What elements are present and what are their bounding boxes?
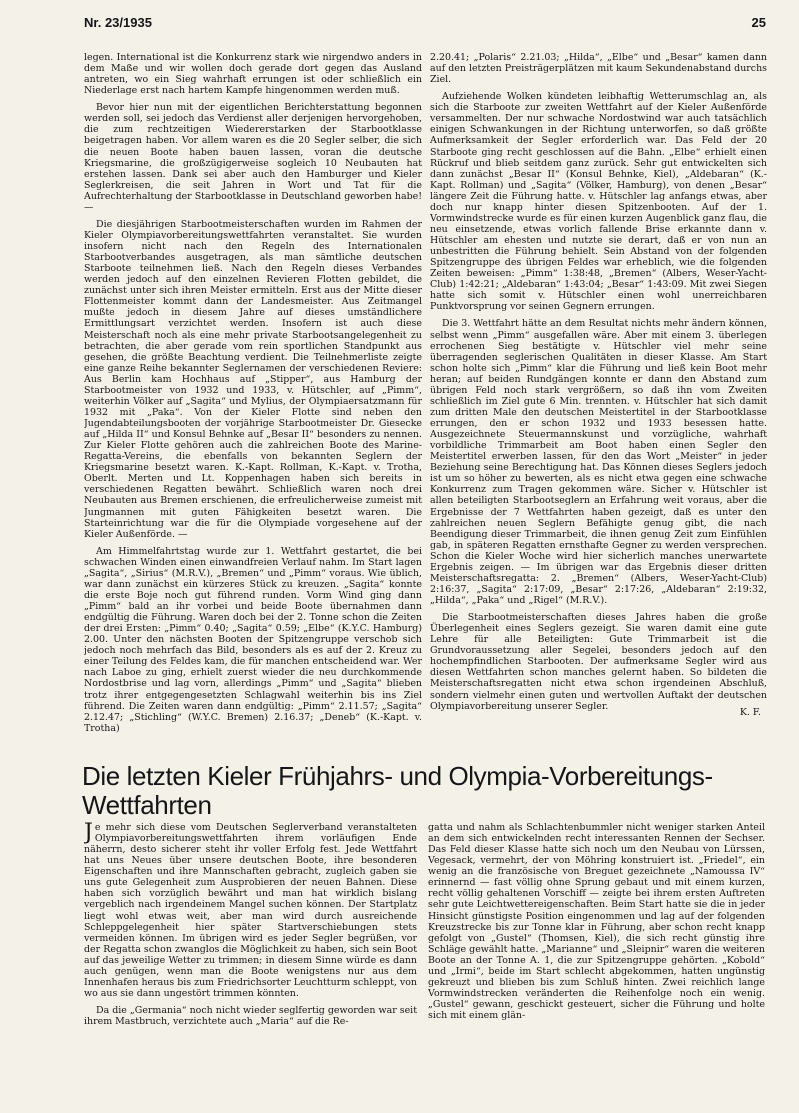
- paragraph: Die Starbootmeisterschaften dieses Jahres haben die große Überlegenheit eines Seglers gezeigt. Sie waren damit eine gute Lehre für alle Beteiligten: Gute Trimmarbeit ist die Grundvoraussetzung aller Segelei, besonders jedoch auf den hochempfindlichen Starbooten. Der aufmerksame Segler wird aus diesen Wettfahrten schon manches gelernt haben. So bildeten die Meisterschaftsregatten nicht etwa schon irgendeinen Abschluß, sondern vielmehr einen guten und wertvollen Auftakt der deutschen Olympiavorbereitung unserer Segler.: [430, 612, 767, 712]
- paragraph: Bevor hier nun mit der eigentlichen Berichterstattung begonnen werden soll, sei jedoch das Verdienst aller derjenigen hervorgehoben, die zum rechtzeitigen Wiedererstarken der Starbootklasse beigetragen haben. Vor allem waren es die 20 Segler selber, die sich die neuen Boote haben bauen lassen, voran die deutsche Kriegsmarine, die großzügigerweise sogleich 10 Neubauten hat erstehen lassen. Dank sei aber auch den Hamburger und Kieler Seglerkreisen, die seit Jahren in Wort und Tat für die Aufrechterhaltung der Starbootklasse in Deutschland geworben habe! —: [84, 102, 422, 213]
- paragraph-text: e mehr sich diese vom Deutschen Seglerverband veranstalteten Olympiavorbereitungswettfahrten ihrem vorläufigen Ende näherrn, desto sicherer steht ihr voller Erfolg fest. Jede Wettfahrt hat uns Neues über unsere deutschen Boote, ihre besonderen Eigenschaften und ihre Mannschaften gebracht, zugleich gaben sie uns gute Gelegenheit zum Ausprobieren der neuen Bahnen. Diese haben sich vorzüglich bewährt und man hat wirklich bislang vergeblich nach irgendeinem Mangel suchen können. Der Startplatz liegt wohl etwas weit, aber man wird durch ausreichende Schleppgelegenheit hier später Startverschiebungen stets vermeiden können. Im übrigen wird es jeder Segler begrüßen, vor der Regatta schon zwanglos die Möglichkeit zu haben, sich sein Boot auf das jeweilige Wetter zu trimmen; in diesem Sinne würde es dann auch genügen, wenn man die Boote wenigstens nur aus dem Innenhafen heraus bis zum Friedrichsorter Leuchtturm schleppt, von wo aus sie dann ungestört trimmen könnten.: [84, 822, 417, 999]
- paragraph: Da die „Germania“ noch nicht wieder seglfertig geworden war seit ihrem Mastbruch, verzichtete auch „Maria“ auf die Re-: [84, 1005, 417, 1028]
- page-header: [84, 15, 766, 35]
- article1-column-left: [84, 52, 422, 760]
- paragraph: Die diesjährigen Starbootmeisterschaften wurden im Rahmen der Kieler Olympiavorbereitungswettfahrten veranstaltet. Sie wurden insofern nicht nach den Regeln des Internationalen Starbootverbandes ausgetragen, als man sämtliche deutschen Starboote teilnehmen ließ. Nach den Regeln dieses Verbandes werden jedoch auf den einzelnen Revieren Flotten gebildet, die zunächst unter sich ihren Meister ermitteln. Erst aus der Mitte dieser Flottenmeister kommt dann der Landesmeister. Aus Zeitmangel mußte jedoch in diesem Jahre auf dieses umständlichere Ermittlungsart verzichtet werden. Insofern ist auch diese Meisterschaft noch als eine mehr private Starbootsangelegenheit zu betrachten, die aber gerade vom rein sportlichen Standpunkt aus gesehen, die größte Beachtung verdient. Die Teilnehmerliste zeigte eine ganze Reihe bekannter Seglernamen der verschiedenen Reviere: Aus Berlin kam Hochhaus auf „Stipper“, aus Hamburg der Starbootmeister von 1932 und 1933, v. Hütschler, auf „Pimm“, weiterhin Völker auf „Sagita“ und Mylius, der Olympiaersatzmann für 1932 mit „Paka“. Von der Kieler Flotte sind neben den Jugendabteilungsbooten der vorjährige Starbootmeister Dr. Giesecke auf „Hilda II“ und Konsul Behnke auf „Besar II“ besonders zu nennen. Zur Kieler Flotte gehören auch die zahlreichen Boote des Marine-Regatta-Vereins, die ebenfalls von bekannten Seglern der Kriegsmarine besetzt waren. K.-Kapt. Rollman, K.-Kapt. v. Trotha, Oberlt. Merten und Lt. Koppenhagen haben sich bereits in verschiedenen Regatten bewährt. Schließlich waren noch drei Neubauten aus Bremen erschienen, die erfreulicherweise zumeist mit Jungmannen mit guten Fähigkeiten besetzt waren. Die Starteinrichtung war die für die Olympiade vorgesehene auf der Kieler Außenförde. —: [84, 218, 422, 540]
- paragraph: [84, 822, 417, 999]
- article1-column-right: [430, 52, 767, 760]
- paragraph: Aufziehende Wolken kündeten leibhaftig Wetterumschlag an, als sich die Starboote zur zweiten Wettfahrt auf der Kieler Außenförde versammelten. Der nur schwache Nordostwind war auch tatsächlich einigen Schwankungen in der Richtung unterworfen, so daß größte Aufmerksamkeit der Segler erforderlich war. Das Feld der 20 Starboote ging recht geschlossen auf die Bahn. „Elbe“ erhielt einen Rückruf und blieb seitdem ganz zurück. Sehr gut entwickelten sich dann zunächst „Besar II“ (Konsul Behnke, Kiel), „Aldebaran“ (K.-Kapt. Rollman) und „Sagita“ (Völker, Hamburg), von denen „Besar“ längere Zeit die Führung hatte. v. Hütschler lag anfangs etwas, aber doch nur knapp hinter diesen Spitzenbooten. Auf der 1. Vormwindstrecke wurde es für einen kurzen Augenblick ganz flau, die neu einsetzende, etwas vorlich fallende Brise erkannte dann v. Hütschler am ehesten und nutzte sie derart, daß er von nun an unbestritten die Führung behielt. Sein Abstand von der folgenden Spitzengruppe des übrigen Feldes war erheblich, wie die folgenden Zeiten beweisen: „Pimm“ 1:38:48, „Bremen“ (Albers, Weser-Yacht-Club) 1:42:21; „Aldebaran“ 1:43:04; „Besar“ 1:43:09. Mit zwei Siegen hatte sich somit v. Hütschler einen wohl unerreichbaren Punktvorsprung vor seinen Gegnern errungen.: [430, 91, 767, 313]
- drop-cap: J: [84, 822, 93, 845]
- article2-column-right: [428, 822, 765, 1107]
- article2-headline: Die letzten Kieler Frühjahrs- und Olympia-Vorbereitungs-Wettfahrten: [82, 761, 713, 820]
- paragraph: 2.20.41; „Polaris“ 2.21.03; „Hilda“, „Elbe“ und „Besar“ kamen dann auf den letzten Preisträgerplätzen mit kaum Sekundenabstand durchs Ziel.: [430, 52, 767, 86]
- paragraph: Am Himmelfahrtstag wurde zur 1. Wettfahrt gestartet, die bei schwachen Winden einen einwandfreien Verlauf nahm. Im Start lagen „Sagita“, „Sirius“ (M.R.V.), „Bremen“ und „Pimm“ voraus. Wie üblich, war dann zunächst ein kürzeres Stück zu kreuzen. „Sagita“ konnte die erste Boje noch gut führend runden. Vorm Wind ging dann „Pimm“ bald an ihr vorbei und beide Boote übernahmen dann endgültig die Führung. Waren doch bei der 2. Tonne schon die Zeiten der drei Ersten: „Pimm“ 0.40; „Sagita“ 0.59; „Elbe“ (K.Y.C. Hamburg) 2.00. Unter den nächsten Booten der Spitzengruppe verschob sich jedoch noch mehrfach das Bild, besonders als es auf der 2. Kreuz zu einer Teilung des Feldes kam, die für manchen entscheidend war. Wer nach Laboe zu ging, erhielt zuerst wieder die neu durchkommende Nordostbrise und lag vorn, allerdings „Pimm“ und „Sagita“ blieben trotz ihrer entgegengesetzten Schlagwahl weiterhin bis ins Ziel führend. Die Zeiten waren dann endgültig: „Pimm“ 2.11.57; „Sagita“ 2.12.47; „Stichling“ (W.Y.C. Bremen) 2.16.37; „Deneb“ (K.-Kapt. v. Trotha): [84, 545, 422, 734]
- paragraph: legen. International ist die Konkurrenz stark wie nirgendwo anders in dem Maße und wir wollen doch gerade dort gegen das Ausland antreten, wo ein Sieg wahrhaft errungen ist oder schließlich ein Niederlage erst nach hartem Kampfe hingenommen werden muß.: [84, 52, 422, 97]
- article2-column-left: [84, 822, 417, 1107]
- author-signature: K. F.: [739, 706, 761, 718]
- paragraph: gatta und nahm als Schlachtenbummler nicht weniger starken Anteil an dem sich entwickelnden recht interessanten Rennen der Sechser. Das Feld dieser Klasse hatte sich noch um den Neubau von Lürssen, Vegesack, vermehrt, der von Möhring konstruiert ist. „Friedel“, ein wenig an die französische von Breguet gezeichnete „Namoussa IV“ erinnernd — fast völlig ohne Sprung gebaut und mit einem kurzen, recht völlig gehaltenen Vorschiff — zeigte bei ihrem ersten Auftreten sehr gute Leichtwettereigenschaften. Beim Start hatte sie die in jeder Hinsicht günstigste Position eingenommen und lag auf der folgenden Kreuzstrecke bis zur Tonne klar in Führung, aber schon recht knapp gefolgt von „Gustel“ (Thomsen, Kiel), die sich recht günstig ihre Schläge gewählt hatte. „Marianne“ und „Sleipnir“ waren die weiteren Boote an der Tonne A. 1, die zur Spitzengruppe gehörten. „Kobold“ und „Irmi“, beide im Start schlecht abgekommen, hatten ungünstig gekreuzt und blieben bis zum Schluß hinten. Zwei reichlich lange Vormwindstrecken veränderten die Reihenfolge noch ein wenig. „Gustel“ gewann, geschickt gesteuert, sicher die Führung und holte sich mit einem glän-: [428, 822, 765, 1022]
- paragraph: Die 3. Wettfahrt hätte an dem Resultat nichts mehr ändern können, selbst wenn „Pimm“ ausgefallen wäre. Aber mit einem 3. überlegen errochenen Sieg bestätigte v. Hütschler viel mehr seine überragenden seglerischen Qualitäten in dieser Klasse. Am Start schon holte sich „Pimm“ klar die Führung und ließ kein Boot mehr heran; auf beiden Rundgängen konnte er dann den Abstand zum übrigen Feld noch stark vergrößern, so daß ihn vom Zweiten schließlich im Ziel gute 6 Min. trennten. v. Hütschler hat sich damit zum dritten Male den deutschen Meistertitel in der Starbootklasse errungen, den er schon 1932 und 1933 besessen hatte. Ausgezeichnete Steuermannskunst und vorzügliche, wahrhaft vorbildliche Trimmarbeit am Boot haben einen Segler den Meistertitel erwerben lassen, für den das Wort „Meister“ in jeder Beziehung seine Berechtigung hat. Das Können dieses Seglers jedoch ist um so höher zu bewerten, als es nicht etwa gegen eine schwache Konkurrenz zum Tragen gekommen wäre. Sicher v. Hütschler ist allen beteiligten Starbootseglern an Erfahrung weit voraus, aber die Ergebnisse der 7 Wettfahrten haben gezeigt, daß es unter den zahlreichen neuen Seglern Befähigte genug gibt, die nach Beendigung dieser Trimmarbeit, die ihnen genug Zeit zum Einfühlen gab, in späteren Regatten ernsthafte Gegner zu werden versprechen. Schon die Kieler Woche wird hier sicherlich manches unerwartete Ergebnis zeigen. — Im übrigen war das Ergebnis dieser dritten Meisterschaftsregatta: 2. „Bremen“ (Albers, Weser-Yacht-Club) 2:16:37, „Sagita“ 2:17:09, „Besar“ 2:17:26, „Aldebaran“ 2:19:32, „Hilda“, „Paka“ und „Rigel“ (M.R.V.).: [430, 318, 767, 606]
- page-number: 25: [751, 15, 766, 30]
- issue-number: Nr. 23/1935: [84, 15, 152, 30]
